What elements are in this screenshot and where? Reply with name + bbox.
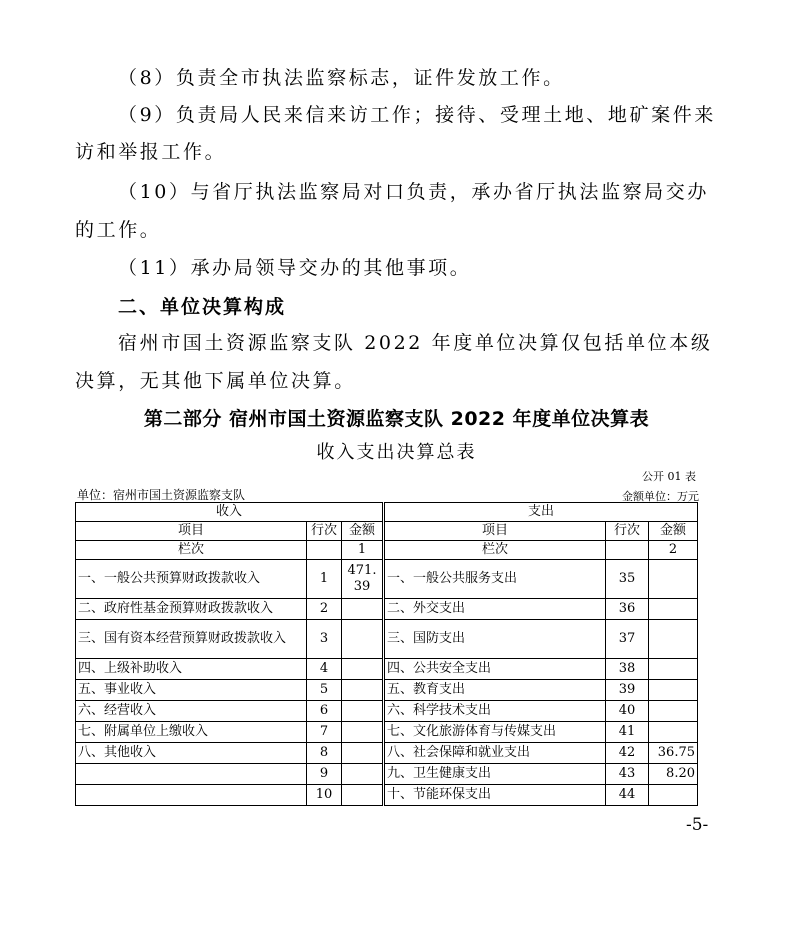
expense-amount-cell — [649, 560, 698, 599]
unit-label: 单位：宿州市国土资源监察支队 — [77, 488, 246, 502]
income-amount-cell — [342, 785, 384, 806]
table-header-row — [76, 503, 698, 522]
income-item-cell: 六、经营收入 — [76, 701, 307, 722]
expense-line-cell: 37 — [606, 620, 649, 659]
income-line-cell: 2 — [307, 599, 342, 620]
income-amount-cell — [342, 764, 384, 785]
income-line-cell: 7 — [307, 722, 342, 743]
income-item-cell: 五、事业收入 — [76, 680, 307, 701]
expense-line-cell: 35 — [606, 560, 649, 599]
income-item-cell — [76, 785, 307, 806]
table-row — [76, 659, 698, 680]
paragraph-item-11: （11）承办局领导交办的其他事项。 — [118, 257, 472, 279]
income-item-cell — [76, 764, 307, 785]
income-item-cell: 七、附属单位上缴收入 — [76, 722, 307, 743]
expense-item-cell: 二、外交支出 — [384, 599, 606, 620]
income-line-cell: 6 — [307, 701, 342, 722]
income-item-cell: 二、政府性基金预算财政拨款收入 — [76, 599, 307, 620]
table-title: 收入支出决算总表 — [316, 442, 477, 463]
expense-item-cell: 五、教育支出 — [384, 680, 606, 701]
expense-amount-cell — [649, 599, 698, 620]
income-expense-table — [75, 502, 698, 806]
expense-item-cell: 四、公共安全支出 — [384, 659, 606, 680]
expense-line-cell: 36 — [606, 599, 649, 620]
expense-item-cell: 三、国防支出 — [384, 620, 606, 659]
col-line-header-right: 行次 — [606, 522, 649, 541]
col-amount-header-right: 金额 — [649, 522, 698, 541]
expense-item-cell: 七、文化旅游体育与传媒支出 — [384, 722, 606, 743]
income-line-cell: 10 — [307, 785, 342, 806]
form-code: 公开 01 表 — [642, 470, 696, 483]
amount-unit: 金额单位：万元 — [622, 490, 699, 503]
table-row — [76, 620, 698, 659]
table-row — [76, 743, 698, 764]
col-amount-header: 金额 — [342, 522, 384, 541]
income-line-cell: 5 — [307, 680, 342, 701]
income-amount-cell — [342, 743, 384, 764]
expense-line-cell: 42 — [606, 743, 649, 764]
paragraph-item-9-line2: 访和举报工作。 — [75, 141, 227, 163]
income-line-cell: 9 — [307, 764, 342, 785]
expense-amount-cell — [649, 785, 698, 806]
expense-line-cell: 44 — [606, 785, 649, 806]
paragraph-item-10-line2: 的工作。 — [75, 219, 162, 241]
income-amount-cell: 471.39 — [342, 560, 384, 599]
income-item-cell: 八、其他收入 — [76, 743, 307, 764]
expense-line-cell: 40 — [606, 701, 649, 722]
lanci-right-label: 栏次 — [384, 541, 606, 560]
expense-amount-cell — [649, 680, 698, 701]
table-row — [76, 785, 698, 806]
expense-amount-cell — [649, 659, 698, 680]
expense-amount-cell — [649, 701, 698, 722]
col-item-header-right: 项目 — [384, 522, 606, 541]
income-line-cell: 3 — [307, 620, 342, 659]
lanci-left-empty — [307, 541, 342, 560]
expense-item-cell: 一、一般公共服务支出 — [384, 560, 606, 599]
income-amount-cell — [342, 659, 384, 680]
expense-amount-cell — [649, 620, 698, 659]
table-row — [76, 764, 698, 785]
expense-line-cell: 41 — [606, 722, 649, 743]
expense-item-cell: 八、社会保障和就业支出 — [384, 743, 606, 764]
col-item-header: 项目 — [76, 522, 307, 541]
expense-line-cell: 43 — [606, 764, 649, 785]
column-header-row — [76, 522, 698, 541]
expense-amount-cell — [649, 722, 698, 743]
col-line-header: 行次 — [307, 522, 342, 541]
income-line-cell: 4 — [307, 659, 342, 680]
table-row — [76, 722, 698, 743]
income-header: 收入 — [76, 503, 384, 522]
income-item-cell: 一、一般公共预算财政拨款收入 — [76, 560, 307, 599]
part-title: 第二部分 宿州市国土资源监察支队 2022 年度单位决算表 — [143, 408, 650, 430]
section-heading: 二、单位决算构成 — [118, 296, 287, 318]
income-item-cell: 四、上级补助收入 — [76, 659, 307, 680]
income-amount-cell — [342, 701, 384, 722]
expense-item-cell: 十、节能环保支出 — [384, 785, 606, 806]
lanci-row — [76, 541, 698, 560]
table-row — [76, 680, 698, 701]
table-row — [76, 560, 698, 599]
paragraph-item-8: （8）负责全市执法监察标志，证件发放工作。 — [118, 67, 565, 89]
paragraph-item-9-line1: （9）负责局人民来信来访工作；接待、受理土地、地矿案件来 — [118, 104, 716, 126]
section-text-line2: 决算，无其他下属单位决算。 — [75, 370, 356, 392]
lanci-right-number: 2 — [649, 541, 698, 560]
expense-item-cell: 九、卫生健康支出 — [384, 764, 606, 785]
lanci-left-number: 1 — [342, 541, 384, 560]
income-amount-cell — [342, 599, 384, 620]
income-amount-cell — [342, 722, 384, 743]
income-amount-cell — [342, 620, 384, 659]
expense-line-cell: 38 — [606, 659, 649, 680]
expense-amount-cell: 8.20 — [649, 764, 698, 785]
paragraph-item-10-line1: （10）与省厅执法监察局对口负责，承办省厅执法监察局交办 — [118, 181, 709, 203]
table-row — [76, 701, 698, 722]
income-line-cell: 8 — [307, 743, 342, 764]
expense-line-cell: 39 — [606, 680, 649, 701]
income-item-cell: 三、国有资本经营预算财政拨款收入 — [76, 620, 307, 659]
income-amount-cell — [342, 680, 384, 701]
lanci-left-label: 栏次 — [76, 541, 307, 560]
expense-item-cell: 六、科学技术支出 — [384, 701, 606, 722]
expense-amount-cell: 36.75 — [649, 743, 698, 764]
page-number: -5- — [686, 815, 709, 835]
expense-header: 支出 — [384, 503, 698, 522]
income-line-cell: 1 — [307, 560, 342, 599]
table-row — [76, 599, 698, 620]
section-text-line1: 宿州市国土资源监察支队 2022 年度单位决算仅包括单位本级 — [118, 332, 713, 354]
lanci-right-empty — [606, 541, 649, 560]
